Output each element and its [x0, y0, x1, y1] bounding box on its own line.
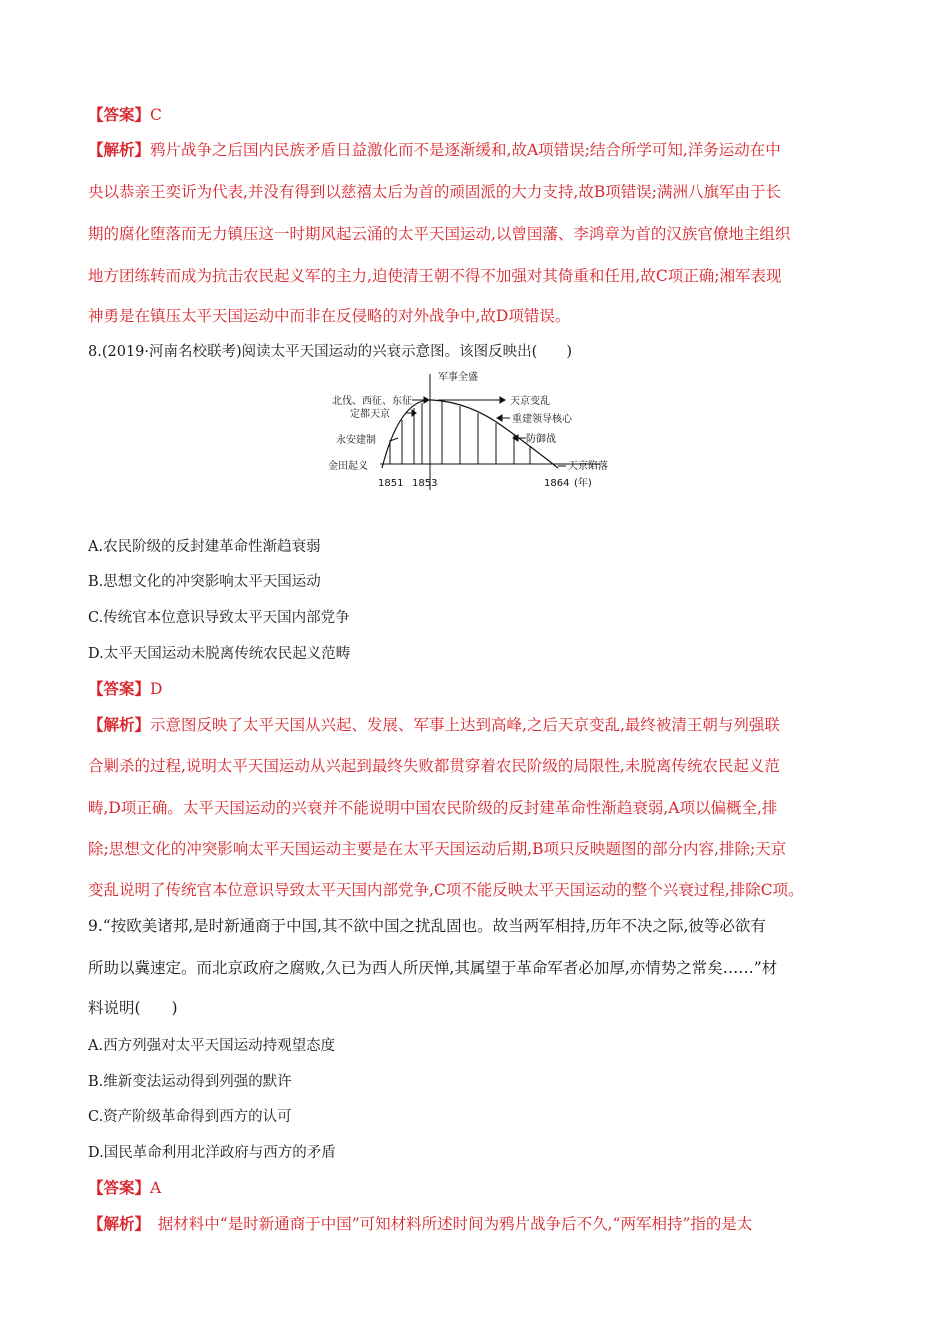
- diagram-year-1853: 1853: [412, 478, 438, 489]
- q7-analysis-line-5: 神勇是在镇压太平天国运动中而非在反侵略的对外战争中,故D项错误。: [88, 307, 571, 325]
- q8-analysis-label: 【解析】: [88, 715, 151, 734]
- diagram-label-capital: 定都天京: [350, 409, 390, 420]
- q8-answer: [88, 677, 162, 699]
- diagram-label-yongan: 永安建制: [336, 435, 376, 446]
- q9-stem-line-3: 料说明( ): [88, 999, 178, 1017]
- diagram-year-unit: (年): [574, 478, 592, 489]
- q7-analysis-line-4: 地方团练转而成为抗击农民起义军的主力,迫使清王朝不得不加强对其倚重和任用,故C项正确;湘军表现: [88, 267, 782, 285]
- diagram-label-north-west-east: 北伐、西征、东征: [332, 396, 412, 407]
- q8-option-c: C.传统官本位意识导致太平天国内部党争: [88, 610, 350, 626]
- q9-analysis-text: 据材料中“是时新通商于中国”可知材料所述时间为鸦片战争后不久,“两军相持”指的是太: [142, 1215, 753, 1233]
- diagram-label-tianjing-incident: 天京变乱: [510, 396, 550, 407]
- q7-analysis-label: 【解析】: [88, 140, 151, 159]
- q9-analysis-label: 【解析】: [88, 1214, 143, 1233]
- q7-analysis-line-1: 【解析】鸦片战争之后国内民族矛盾日益激化而不是逐渐缓和,故A项错误;结合所学可知,洋务运动在中: [88, 140, 781, 159]
- q8-analysis-line-5: 变乱说明了传统官本位意识导致太平天国内部党争,C项不能反映太平天国运动的整个兴衰过程,排除C项。: [88, 881, 804, 899]
- q8-analysis-line-1: 【解析】示意图反映了太平天国从兴起、发展、军事上达到高峰,之后天京变乱,最终被清王朝与列强联: [88, 715, 780, 734]
- q9-answer-label: 【答案】: [88, 1178, 151, 1197]
- q7-answer-label: 【答案】: [88, 105, 151, 124]
- q9-option-d: D.国民革命利用北洋政府与西方的矛盾: [88, 1145, 336, 1161]
- q8-answer-value: D: [150, 680, 163, 698]
- diagram-year-1864: 1864: [544, 478, 570, 489]
- q9-analysis-line-1: [88, 1212, 863, 1234]
- q8-answer-label: 【答案】: [88, 679, 151, 698]
- q7-analysis-line-3: 期的腐化堕落而无力镇压这一时期风起云涌的太平天国运动,以曾国藩、李鸿章为首的汉族官僚地主组织: [88, 225, 791, 243]
- diagram-year-1851: 1851: [378, 478, 404, 489]
- q8-option-a: A.农民阶级的反封建革命性渐趋衰弱: [88, 539, 321, 555]
- diagram-label-fall-of-capital: 天京陷落: [568, 461, 608, 472]
- q9-stem-line-1: 9.“按欧美诸邦,是时新通商于中国,其不欲中国之扰乱固也。故当两军相持,历年不决之际,彼等必欲有: [88, 917, 766, 935]
- q8-analysis-line-3: 畴,D项正确。太平天国运动的兴衰并不能说明中国农民阶级的反封建革命性渐趋衰弱,A项以偏概全,排: [88, 799, 778, 817]
- q7-answer-value: C: [150, 106, 162, 124]
- diagram-label-rebuild-leadership: 重建领导核心: [512, 414, 572, 425]
- q9-option-a: A.西方列强对太平天国运动持观望态度: [88, 1038, 336, 1054]
- q9-option-c: C.资产阶级革命得到西方的认可: [88, 1109, 292, 1125]
- diagram-peak-label: 军事全盛: [438, 372, 478, 383]
- q8-option-d: D.太平天国运动未脱离传统农民起义范畴: [88, 646, 351, 662]
- taiping-rise-fall-diagram: [320, 368, 640, 503]
- q9-answer: [88, 1176, 161, 1198]
- q8-analysis-line-4: 除;思想文化的冲突影响太平天国运动主要是在太平天国运动后期,B项只反映题图的部分内容,排除;天京: [88, 840, 787, 858]
- q8-option-b: B.思想文化的冲突影响太平天国运动: [88, 574, 321, 590]
- q7-analysis-line-2: 央以恭亲王奕䜣为代表,并没有得到以慈禧太后为首的顽固派的大力支持,故B项错误;满洲八旗军由于长: [88, 183, 781, 201]
- q9-stem-line-2: 所助以冀速定。而北京政府之腐败,久已为西人所厌惮,其属望于革命军者必加厚,亦情势之常矣……”材: [88, 959, 778, 977]
- q7-answer: [88, 103, 162, 125]
- diagram-label-defensive-war: 防御战: [526, 434, 556, 445]
- q8-stem: 8.(2019·河南名校联考)阅读太平天国运动的兴衰示意图。该图反映出( ): [88, 344, 572, 360]
- diagram-label-jintian: 金田起义: [328, 461, 368, 472]
- q9-answer-value: A: [150, 1179, 162, 1197]
- q9-option-b: B.维新变法运动得到列强的默许: [88, 1074, 292, 1090]
- hatch-lines: [390, 401, 530, 464]
- label-arrows: [388, 397, 566, 466]
- q8-analysis-line-2: 合剿杀的过程,说明太平天国运动从兴起到最终失败都贯穿着农民阶级的局限性,未脱离传统农民起义范: [88, 757, 780, 775]
